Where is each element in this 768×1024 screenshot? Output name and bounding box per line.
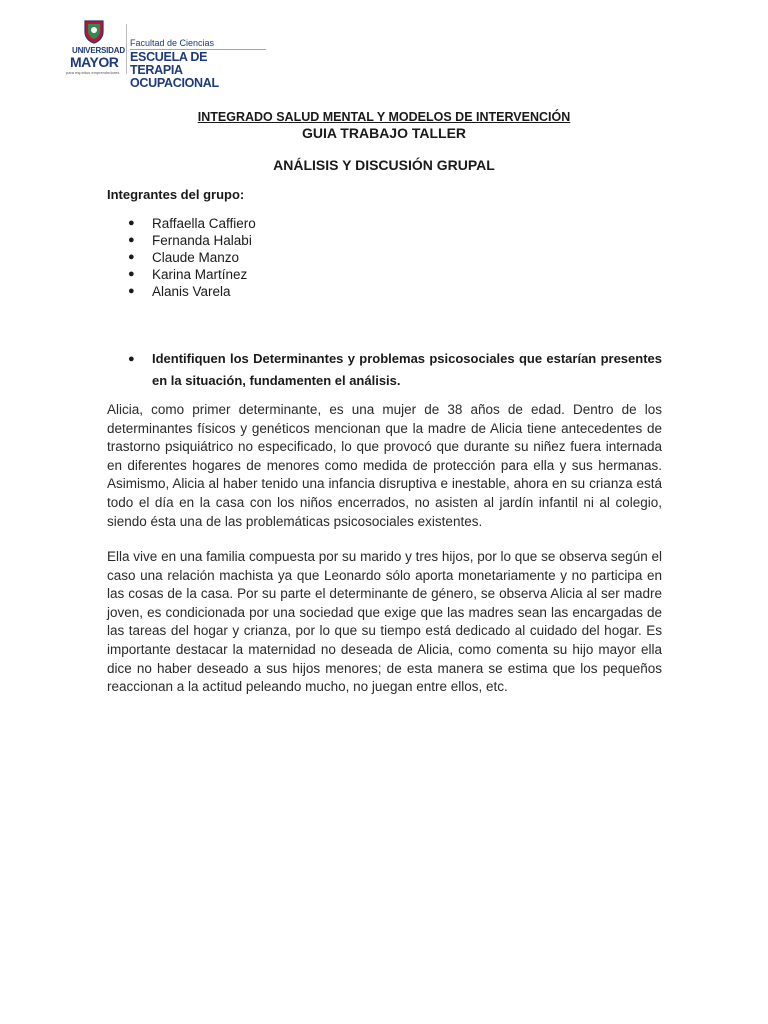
bullet-icon: ● — [128, 353, 135, 365]
logo-university-name: MAYOR — [70, 54, 119, 70]
logo-school-line1: ESCUELA DE — [130, 50, 208, 64]
question-text: Identifiquen los Determinantes y problemas psicosociales que estarían presentes en la situación, fundamenten el análisis. — [152, 351, 662, 388]
bullet-icon: ● — [128, 217, 135, 229]
member-name: Alanis Varela — [152, 284, 231, 299]
logo-university-label: UNIVERSIDAD — [72, 46, 125, 55]
section-title: ANÁLISIS Y DISCUSIÓN GRUPAL — [273, 157, 495, 173]
list-item — [128, 283, 256, 300]
member-name: Claude Manzo — [152, 250, 240, 265]
members-list — [128, 215, 256, 300]
list-item — [128, 249, 256, 266]
logo-school — [130, 51, 266, 90]
university-logo — [66, 20, 266, 90]
list-item — [128, 215, 256, 232]
logo-divider — [126, 24, 127, 74]
shield-icon — [84, 20, 104, 44]
list-item — [128, 266, 256, 283]
bullet-icon: ● — [128, 268, 135, 280]
group-heading: Integrantes del grupo: — [107, 187, 245, 202]
logo-school-line2: TERAPIA OCUPACIONAL — [130, 63, 219, 90]
logo-faculty: Facultad de Ciencias — [130, 38, 215, 48]
member-name: Fernanda Halabi — [152, 233, 252, 248]
document-subtitle: GUIA TRABAJO TALLER — [301, 125, 467, 141]
paragraph-1: Alicia, como primer determinante, es una mujer de 38 años de edad. Dentro de los determinantes físicos y genéticos mencionan que la madre de Alicia tiene antecedentes de trastorno psiquiátrico no especificado, lo que provocó que durante su niñez fuera internada en diferentes hogares de menores como medida de protección para ella y sus hermanas. Asimismo, Alicia al haber tenido una infancia disruptiva e inestable, ahora en su crianza está todo el día en la casa con los niños encerrados, no asisten al jardín infantil ni al colegio, siendo ésta una de las problemáticas psicosociales existentes. — [107, 402, 662, 529]
member-name: Raffaella Caffiero — [152, 216, 256, 231]
bullet-icon: ● — [128, 285, 135, 297]
document-title: INTEGRADO SALUD MENTAL Y MODELOS DE INTERVENCIÓN — [197, 110, 571, 124]
list-item — [128, 232, 256, 249]
bullet-icon: ● — [128, 251, 135, 263]
paragraph-2: Ella vive en una familia compuesta por su marido y tres hijos, por lo que se observa según el caso una relación machista ya que Leonardo sólo aporta monetariamente y no participa en las cosas de la casa. Por su parte el determinante de género, se observa Alicia al ser madre joven, es condicionada por una sociedad que exige que las madres sean las encargadas de las tareas del hogar y crianza, por lo que su tiempo está dedicado al cuidado del hogar. Es importante destacar la maternidad no deseada de Alicia, como comenta su hijo mayor ella dice no haber deseado a sus hijos menores; de esta manera se estima que los pequeños reaccionan a la actitud peleando mucho, no juegan entre ellos, etc. — [107, 549, 662, 695]
logo-tagline: para espíritus emprendedores — [66, 70, 120, 75]
question-item — [128, 348, 662, 392]
bullet-icon: ● — [128, 234, 135, 246]
member-name: Karina Martínez — [152, 267, 248, 282]
